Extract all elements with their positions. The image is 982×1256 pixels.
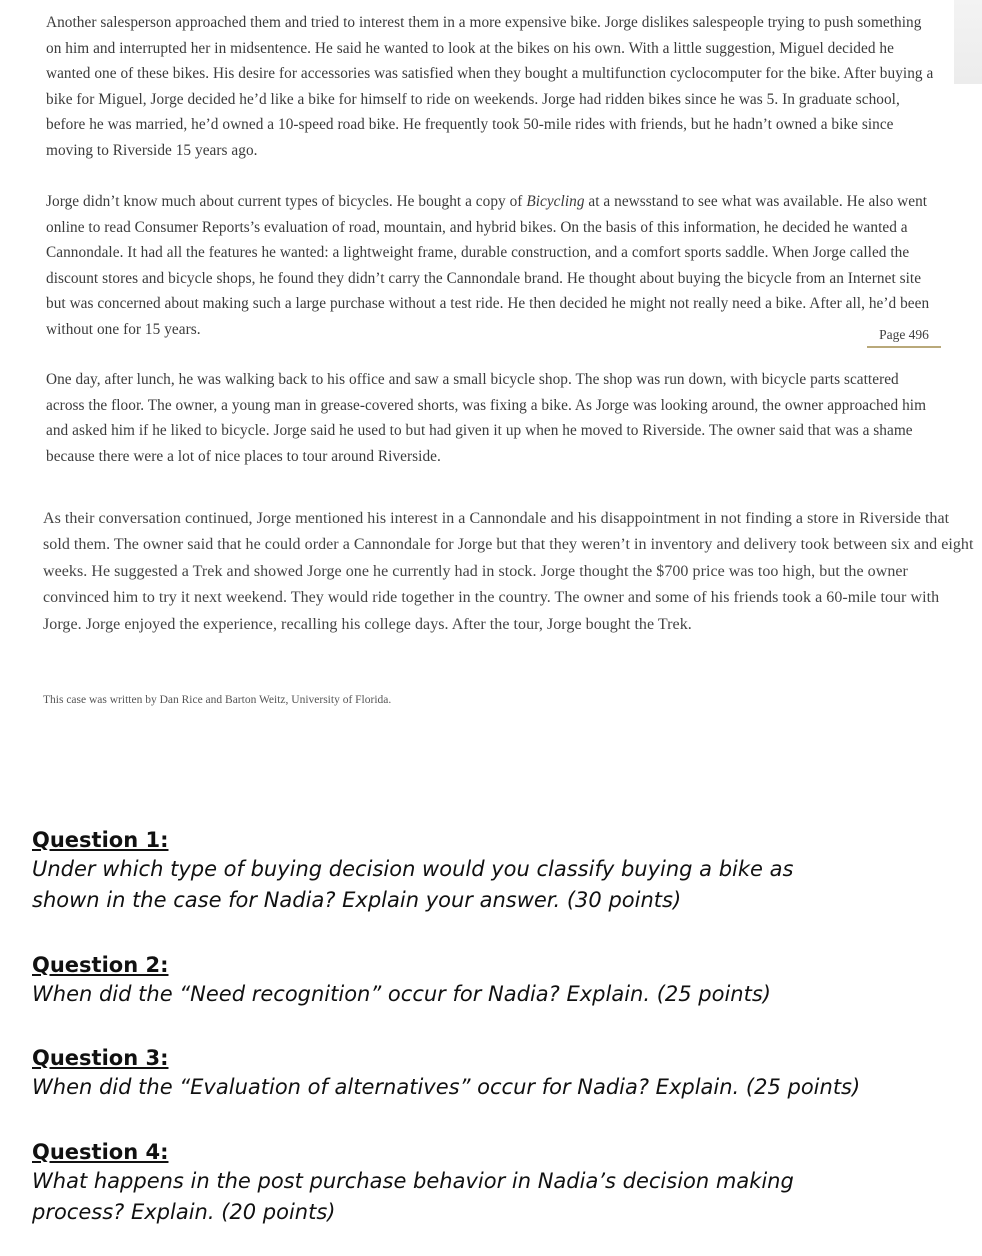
- question-title: Question 4:: [32, 1140, 169, 1164]
- paragraph-2-start: Jorge didn’t know much about current types of bicycles. He bought a copy of: [46, 193, 527, 210]
- question-title: Question 3:: [32, 1046, 169, 1070]
- question-title: Question 1:: [32, 828, 169, 852]
- question-3: [32, 1044, 862, 1103]
- question-text: When did the “Evaluation of alternatives” occur for Nadia? Explain. (25 points): [32, 1075, 861, 1099]
- case-paragraph-4: As their conversation continued, Jorge mentioned his interest in a Cannondale and his disappointment in not finding a store in Riverside that sold them. The owner said that he could order a Cannondale for Jorge but that they weren’t in inventory and delivery took between six and eight weeks. He suggested a Trek and showed Jorge one he currently had in stock. Jorge thought the $700 price was too high, but the owner convinced him to try it next weekend. They would ride together in the country. The owner and some of his friends took a 60-mile tour with Jorge. Jorge enjoyed the experience, recalling his college days. After the tour, Jorge bought the Trek.: [43, 510, 974, 633]
- question-title: Question 2:: [32, 953, 169, 977]
- question-text: Under which type of buying decision would you classify buying a bike as shown in the case for Nadia? Explain your answer. (30 points): [32, 857, 794, 912]
- question-4: [32, 1138, 862, 1228]
- question-2: [32, 951, 862, 1010]
- case-paragraph-3: One day, after lunch, he was walking back to his office and saw a small bicycle shop. The shop was run down, with bicycle parts scattered across the floor. The owner, a young man in grease-covered shorts, was fixing a bike. As Jorge was looking around, the owner approached him and asked him if he liked to bicycle. Jorge said he used to but had given it up when he moved to Riverside. The owner said that was a shame because there were a lot of nice places to tour around Riverside.: [46, 371, 927, 465]
- page-marker: Page 496: [867, 322, 941, 348]
- paragraph-2-end: at a newsstand to see what was available. He also went online to read Consumer Reports’s evaluation of road, mountain, and hybrid bikes. On the basis of this information, he decided he wanted a Cannondale. It had all the features he wanted: a lightweight frame, durable construction, and a comfort sports saddle. When Jorge called the discount stores and bicycle shops, he found they didn’t carry the Cannondale brand. He thought about buying the bicycle from an Internet site but was concerned about making such a large purchase without a test ride. He then decided he might not really need a bike. After all, he’d been without one for 15 years.: [46, 193, 930, 338]
- question-text: What happens in the post purchase behavior in Nadia’s decision making process? Explain. (20 points): [32, 1169, 794, 1224]
- case-credit: This case was written by Dan Rice and Barton Weitz, University of Florida.: [43, 694, 392, 706]
- case-paragraph-1: Another salesperson approached them and tried to interest them in a more expensive bike. Jorge dislikes salespeople trying to push something on him and interrupted her in midsentence. He said he wanted to look at the bikes on his own. With a little suggestion, Miguel decided he wanted one of these bikes. His desire for accessories was satisfied when they bought a multifunction cyclocomputer for the bike. After buying a bike for Miguel, Jorge decided he’d like a bike for himself to ride on weekends. Jorge had ridden bikes since he was 5. In graduate school, before he was married, he’d owned a 10-speed road bike. He frequently took 50-mile rides with friends, but he hadn’t owned a bike since moving to Riverside 15 years ago.: [46, 14, 934, 159]
- case-paragraph-2: [46, 189, 938, 342]
- question-text: When did the “Need recognition” occur for Nadia? Explain. (25 points): [32, 982, 771, 1006]
- magazine-title: Bicycling: [526, 193, 585, 210]
- question-1: [32, 826, 862, 916]
- corner-decoration: [954, 0, 982, 84]
